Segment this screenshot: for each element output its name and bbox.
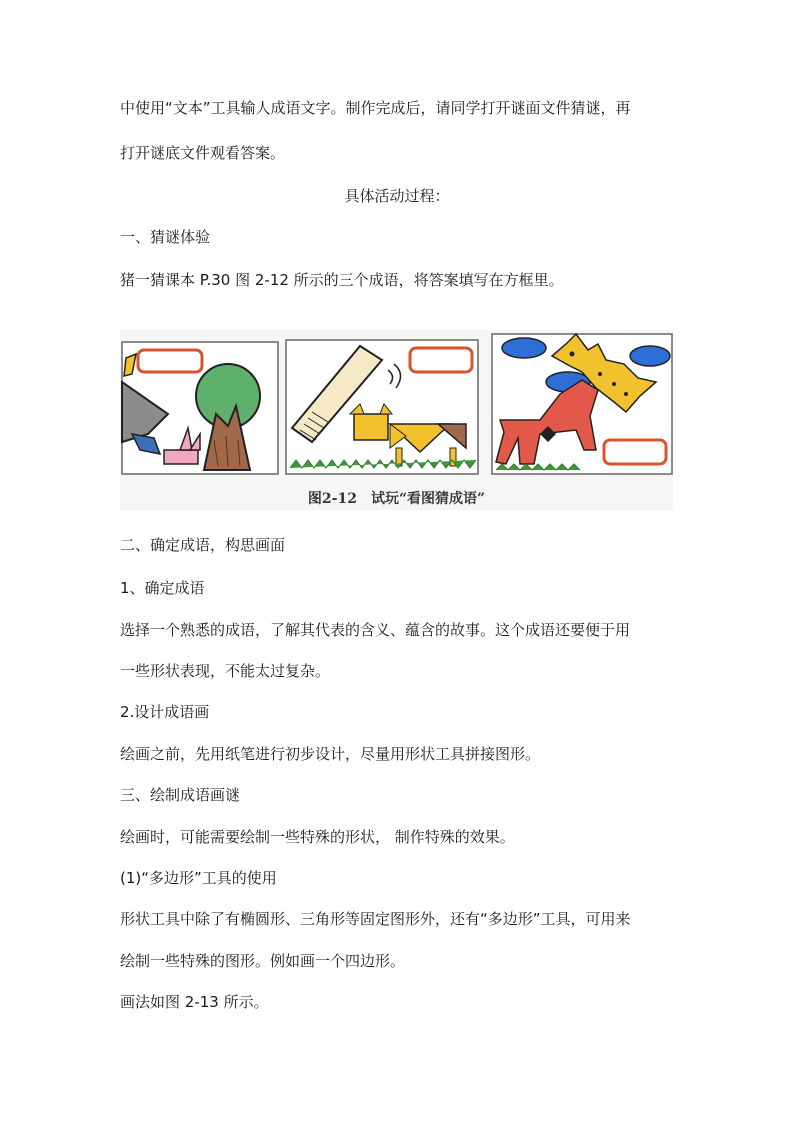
figure-caption: 图2-12 试玩“看图猜成语”: [307, 491, 486, 507]
figure-2-12: [120, 330, 673, 510]
paragraph-line: 绘画之前，先用纸笔进行初步设计，尽量用形状工具拼接图形。: [120, 745, 541, 763]
paragraph-line: 画法如图 2-13 所示。: [120, 993, 269, 1011]
panel-right: [492, 334, 672, 474]
paragraph-line: 选择一个熟悉的成语，了解其代表的含义、蕴含的故事。这个成语还要便于用: [120, 621, 631, 639]
section-heading-3: 三、绘制成语画谜: [120, 786, 241, 804]
subheading-2: 2.设计成语画: [120, 703, 210, 721]
paragraph-line: 一些形状表现，不能太过复杂。: [120, 662, 331, 680]
subheading-3: (1)“多边形”工具的使用: [120, 869, 277, 887]
paragraph-line: 猪一猜课本 P.30 图 2-12 所示的三个成语，将答案填写在方框里。: [120, 271, 564, 289]
paragraph-line: 形状工具中除了有椭圆形、三角形等固定图形外，还有“多边形”工具，可用来: [120, 910, 631, 928]
section-heading-2: 二、确定成语，构思画面: [120, 536, 286, 554]
paragraph-line: 绘画时，可能需要绘制一些特殊的形状， 制作特殊的效果。: [120, 828, 515, 846]
subheading-1: 1、确定成语: [120, 579, 205, 597]
paragraph-line: 打开谜底文件观看答案。: [120, 144, 286, 162]
panel-middle: [286, 340, 478, 474]
panel-left: [122, 342, 278, 474]
paragraph-line: 绘制一些特殊的图形。例如画一个四边形。: [120, 952, 406, 970]
paragraph-line: 中使用“文本”工具输人成语文字。制作完成后，请同学打开谜面文件猜谜，再: [120, 99, 631, 117]
section-heading-1: 一、猜谜体验: [120, 228, 211, 246]
figure-illustration: [120, 330, 673, 485]
process-heading: 具体活动过程：: [344, 187, 450, 205]
